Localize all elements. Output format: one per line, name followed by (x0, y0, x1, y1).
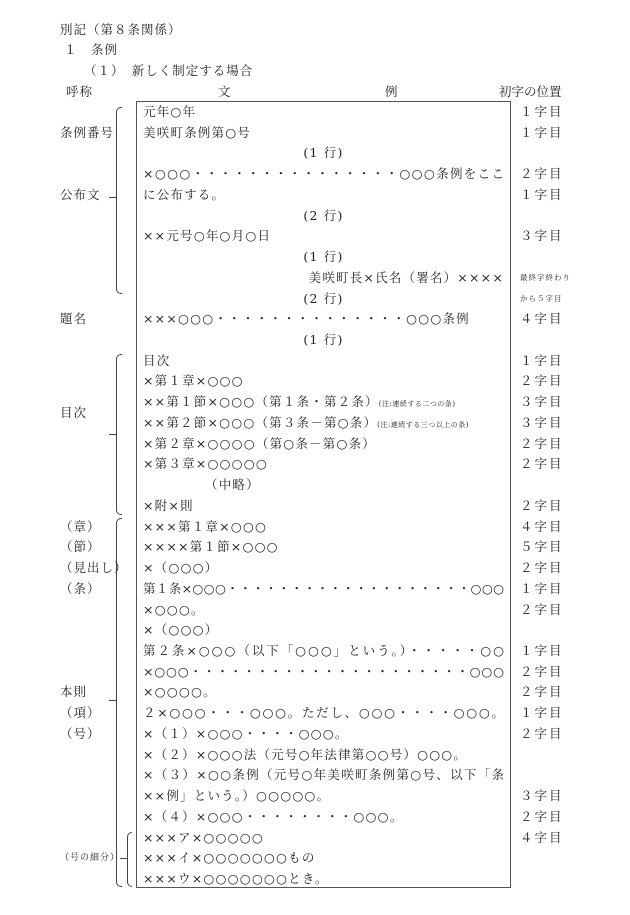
example-line-text: ×（３）×○○条例（元号○年美咲町条例第○号、以下「条 (143, 767, 504, 783)
example-line-text: ×（４）×○○○・・・・・・・・○○○。 (143, 808, 404, 824)
first-char-position: ２字目 (520, 373, 564, 389)
example-line (143, 581, 504, 597)
example-line-text: ×××ア×○○○○○ (143, 829, 264, 845)
first-char-position: ２字目 (520, 497, 564, 513)
example-line-text: ×附×則 (143, 497, 194, 513)
row-label: （章） (60, 518, 101, 534)
column-header-name: 呼称 (66, 84, 94, 99)
example-line (143, 519, 504, 535)
example-line (143, 684, 504, 700)
first-char-position: から５字目 (520, 293, 563, 303)
example-line-text: ×○○○○。 (143, 684, 217, 700)
example-line (143, 809, 504, 825)
example-line (143, 125, 504, 141)
example-line-text: ×（１）×○○○・・・・○○○。 (143, 725, 349, 741)
example-line (143, 498, 504, 514)
column-header-text-right: 例 (385, 84, 399, 99)
first-char-position: １字目 (520, 186, 564, 202)
example-line (143, 311, 504, 327)
example-line-note: (注:連続する二つの条) (378, 400, 456, 409)
example-line (143, 415, 504, 431)
example-line-text: ×××ウ×○○○○○○○とき。 (143, 871, 329, 886)
example-line-text: 目次 (143, 352, 171, 368)
example-line (143, 394, 504, 410)
first-char-position: ３字目 (520, 788, 564, 804)
bracket-toc (116, 354, 122, 515)
example-line (143, 145, 504, 161)
example-line (143, 788, 504, 804)
example-line-text: ×第２章×○○○○（第○条－第○条） (143, 435, 376, 451)
bracket-tick (109, 197, 116, 198)
example-line-text: ×××イ×○○○○○○○もの (143, 850, 316, 866)
row-label: 目次 (60, 404, 88, 420)
row-label: 公布文 (60, 186, 101, 202)
example-line-text: ×（○○○） (143, 560, 219, 576)
example-line-text: ××元号○年○月○日 (143, 228, 272, 244)
example-line (143, 353, 504, 369)
row-label: 題名 (60, 311, 88, 327)
first-char-position: ２字目 (520, 166, 564, 182)
example-line-text: ２×○○○・・・○○○。ただし、○○○・・・・○○○。 (143, 705, 504, 721)
first-char-position: ２字目 (520, 725, 564, 741)
section-title: １ 条例 (64, 42, 119, 57)
example-line-text: ×○○○・・・・・・・・・・・・・・・・・・・・・○○○ (143, 663, 504, 679)
bracket-tick (120, 858, 127, 859)
example-line-text: に公布する。 (143, 186, 226, 202)
example-line (143, 830, 504, 846)
example-line (143, 643, 504, 659)
first-char-position: ３字目 (520, 394, 564, 410)
first-char-position: ２字目 (520, 663, 564, 679)
first-char-position: ２字目 (520, 560, 564, 576)
first-char-position: １字目 (520, 352, 564, 368)
example-line-text: 美咲町長×氏名（署名）×××× (308, 269, 504, 285)
row-label: （号） (60, 725, 101, 741)
example-line-text: ×××○○○・・・・・・・・・・・・・・○○○条例 (143, 311, 470, 327)
first-char-position: ３字目 (520, 414, 564, 430)
example-line-text: ×××第１章×○○○ (143, 518, 268, 534)
example-line-note: (注:連続する三つ以上の条) (377, 420, 469, 429)
example-line-text: (1 行) (303, 332, 344, 348)
example-line (143, 747, 504, 763)
first-char-position: ２字目 (520, 684, 564, 700)
example-line (143, 187, 504, 203)
example-line (143, 539, 504, 555)
example-line (143, 270, 504, 286)
example-line-text: ××第２節×○○○（第３条－第○条） (143, 414, 378, 430)
row-label: （項） (60, 705, 101, 721)
first-char-position: ３字目 (520, 228, 564, 244)
example-line (143, 456, 504, 472)
bracket-promulgation (116, 107, 122, 294)
example-line (143, 767, 504, 783)
example-line-text: ××第１節×○○○（第１条・第２条） (143, 394, 379, 410)
example-line-text: ×第３章×○○○○○ (143, 456, 268, 472)
first-char-position: ２字目 (520, 456, 564, 472)
example-line (143, 622, 504, 638)
example-line-text: (1 行) (303, 249, 344, 265)
example-line-text: (1 行) (303, 145, 344, 161)
first-char-position: ５字目 (520, 539, 564, 555)
example-line (143, 228, 504, 244)
example-line (143, 104, 504, 120)
example-line-text: (2 行) (303, 207, 344, 223)
example-line (143, 871, 504, 887)
subsection-title: （１） 新しく制定する場合 (84, 63, 254, 78)
example-line-text: ××例」という。）○○○○○。 (143, 788, 331, 804)
bracket-item-subdivision (127, 832, 132, 887)
example-line (143, 249, 504, 265)
example-line (143, 291, 504, 307)
example-line (143, 373, 504, 389)
first-char-position: １字目 (520, 104, 564, 119)
row-label: 条例番号 (60, 124, 115, 140)
row-label: （見出し） (60, 560, 128, 576)
example-line-text: （中略） (205, 477, 260, 493)
example-line-text: 第２条×○○○（以下「○○○」という。）・・・・・○○ (143, 642, 504, 658)
example-line (143, 560, 504, 576)
row-label: （節） (60, 539, 101, 555)
example-line (143, 726, 504, 742)
row-label: 本則 (60, 684, 88, 700)
example-line-text: ×（２）×○○○法（元号○年法律第○○号）○○○。 (143, 746, 468, 762)
first-char-position: ２字目 (520, 601, 564, 617)
example-line-text: ××××第１節×○○○ (143, 539, 279, 555)
first-char-position: １字目 (520, 124, 564, 140)
first-char-position: １字目 (520, 580, 564, 596)
first-char-position: １字目 (520, 642, 564, 658)
row-label: （号の細分） (60, 853, 121, 864)
column-header-position: 初字の位置 (499, 84, 562, 99)
heading: 別記（第８条関係） (60, 22, 182, 37)
column-header-text-left: 文 (218, 84, 232, 99)
example-line (143, 705, 504, 721)
example-line-text: 元年○年 (143, 104, 197, 119)
example-line-text: (2 行) (303, 290, 344, 306)
example-line (143, 166, 504, 182)
example-line (143, 208, 504, 224)
example-line-text: ×○○○・・・・・・・・・・・・・・・○○○条例をここ (143, 166, 504, 182)
example-line-text: 美咲町条例第○号 (143, 124, 252, 140)
example-line (143, 436, 504, 452)
example-line (143, 332, 504, 348)
bracket-tick (109, 700, 116, 701)
first-char-position: ２字目 (520, 435, 564, 451)
first-char-position: １字目 (520, 705, 564, 721)
first-char-position: ４字目 (520, 311, 564, 327)
first-char-position: ２字目 (520, 808, 564, 824)
example-line-text: ×○○○。 (143, 601, 205, 617)
bracket-tick (109, 434, 116, 435)
first-char-position: ４字目 (520, 829, 564, 845)
example-line-text: 第１条×○○○・・・・・・・・・・・・・・・・・・・○○○ (143, 580, 504, 596)
first-char-position: ４字目 (520, 518, 564, 534)
first-char-position: 最終字終わり (520, 272, 571, 282)
example-line-text: ×第１章×○○○ (143, 373, 244, 389)
example-line (143, 664, 504, 680)
example-line (143, 602, 504, 618)
row-label: （条） (60, 580, 101, 596)
example-line (143, 477, 504, 493)
example-line-text: ×（○○○） (143, 622, 219, 638)
example-line (143, 850, 504, 866)
